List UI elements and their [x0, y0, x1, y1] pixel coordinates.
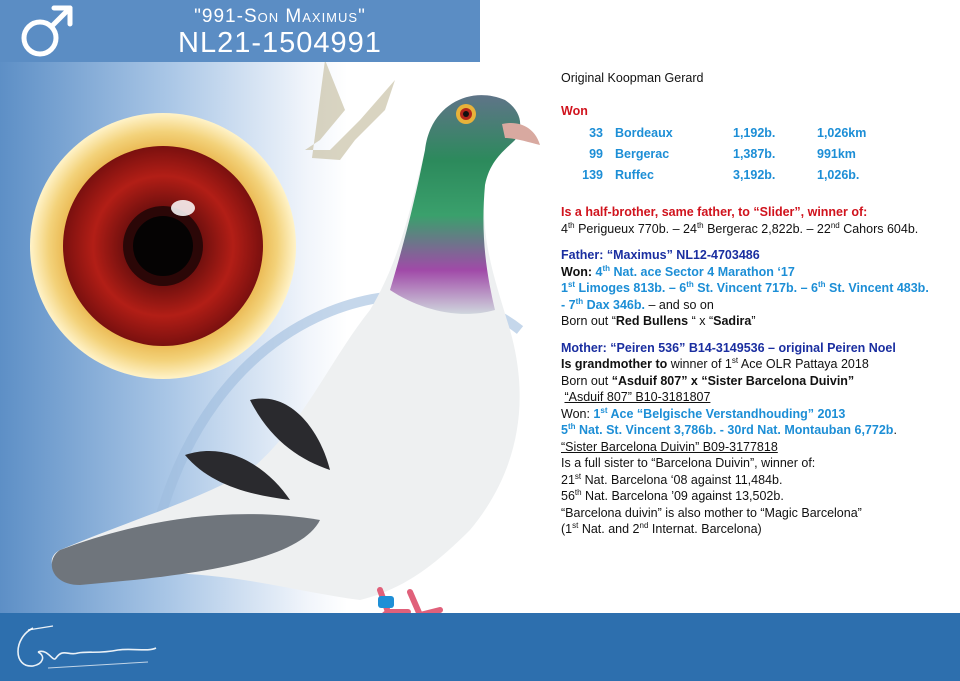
magic-barcelona-line: “Barcelona duivin” is also mother to “Magic Barcelona”: [561, 505, 862, 520]
koopman-signature-logo: [8, 618, 158, 678]
pedigree-text: [561, 70, 953, 538]
origin-line: Original Koopman Gerard: [561, 71, 704, 85]
father-title: Father: “Maximus” NL12-4703486: [561, 248, 760, 262]
male-symbol-icon: [18, 2, 76, 60]
results-table: [561, 123, 907, 186]
mother-results: 5th Nat. St. Vincent 3,786b. - 30rd Nat. Montauban 6,772b.: [561, 421, 897, 437]
ring-number: NL21-1504991: [178, 27, 382, 59]
father-results: 1st Limoges 813b. – 6th St. Vincent 717b. – 6th St. Vincent 483b.: [561, 279, 929, 295]
table-row: [561, 144, 907, 165]
pigeon-nickname: "991-Son Maximus": [194, 6, 366, 27]
barcelona-result-1: 21st Nat. Barcelona ‘08 against 11,484b.: [561, 471, 783, 487]
result-distance: 1,026b.: [817, 168, 860, 183]
magic-barcelona-results: (1st Nat. and 2nd Internat. Barcelona): [561, 520, 762, 536]
table-row: [561, 165, 907, 186]
result-distance: 1,026km: [817, 126, 867, 141]
result-place: 99: [589, 147, 603, 162]
mother-born-out: Born out “Asduif 807” x “Sister Barcelona Duivin”: [561, 373, 855, 388]
father-born-out: Born out “Red Bullens “ x “Sadira”: [561, 314, 756, 328]
table-row: [561, 123, 907, 144]
barcelona-result-2: 56th Nat. Barcelona ’09 against 13,502b.: [561, 487, 784, 503]
mother-grandmother: Is grandmother to winner of 1st Ace OLR Pattaya 2018: [561, 355, 869, 371]
asduif-line: “Asduif 807” B10-3181807: [564, 390, 711, 404]
sister-line: “Sister Barcelona Duivin” B09-3177818: [561, 439, 778, 454]
result-race: Bordeaux: [615, 126, 673, 141]
result-birds: 1,387b.: [733, 147, 776, 162]
father-results-cont: - 7th Dax 346b. – and so on: [561, 296, 714, 312]
result-birds: 3,192b.: [733, 168, 776, 183]
halfbrother-title: Is a half-brother, same father, to “Slider”, winner of:: [561, 205, 868, 219]
won-title: Won: [561, 103, 588, 118]
father-won: Won: 4th Nat. ace Sector 4 Marathon ‘17: [561, 263, 795, 279]
result-birds: 1,192b.: [733, 126, 776, 141]
result-distance: 991km: [817, 147, 856, 162]
title-banner: [0, 0, 480, 62]
halfbrother-results: 4th Perigueux 770b. – 24th Bergerac 2,822b. – 22nd Cahors 604b.: [561, 220, 919, 236]
result-place: 139: [582, 168, 603, 183]
result-race: Ruffec: [615, 168, 654, 183]
result-race: Bergerac: [615, 147, 670, 162]
result-place: 33: [589, 126, 603, 141]
mother-title: Mother: “Peiren 536” B14-3149536 – original Peiren Noel: [561, 340, 896, 355]
mother-won: Won: 1st Ace “Belgische Verstandhouding” 2013: [561, 405, 846, 421]
full-sister-line: Is a full sister to “Barcelona Duivin”, winner of:: [561, 456, 816, 470]
